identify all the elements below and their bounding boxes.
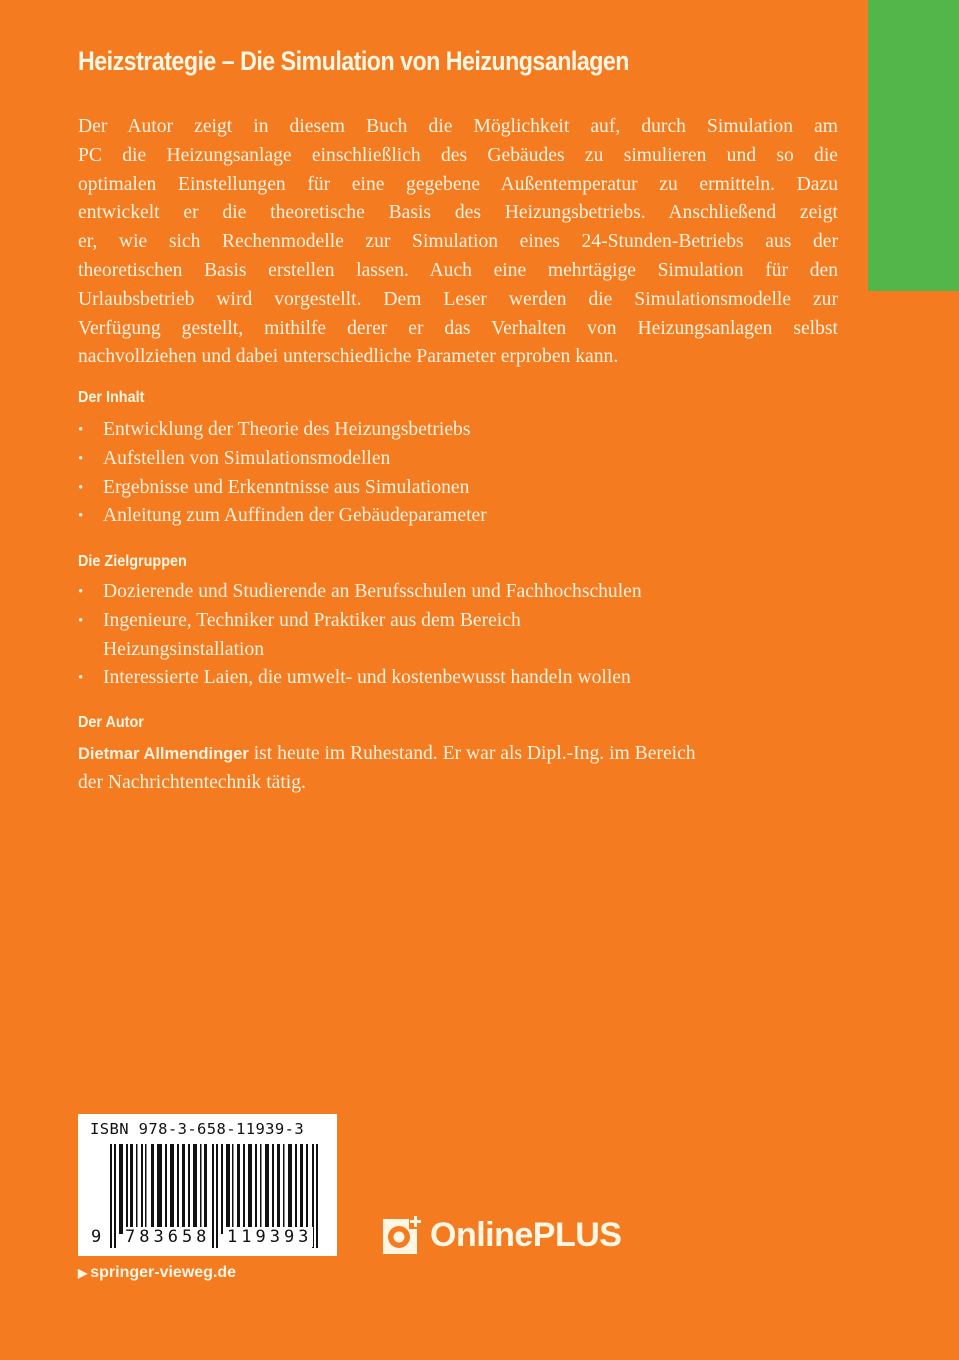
author-bio: Dietmar Allmendinger ist heute im Ruhestand. Er war als Dipl.-Ing. im Bereich der Nachrichtentechnik tätig. bbox=[78, 743, 696, 793]
description-line: optimalen Einstellungen für eine gegebene Außentemperatur zu ermitteln. Dazu bbox=[78, 173, 838, 195]
book-title: Heizstrategie – Die Simulation von Heizungsanlagen bbox=[78, 46, 629, 76]
list-item: • Anleitung zum Auffinden der Gebäudeparameter bbox=[78, 502, 487, 531]
list-item: • Interessierte Laien, die umwelt- und kostenbewusst handeln wollen bbox=[78, 664, 642, 693]
isbn-barcode-box bbox=[78, 1114, 337, 1256]
isbn-label: ISBN 978-3-658-11939-3 bbox=[90, 1120, 305, 1138]
description-line: Urlaubsbetrieb wird vorgestellt. Dem Leser werden die Simulationsmodelle zur bbox=[78, 288, 838, 310]
description-line: nachvollziehen und dabei unterschiedliche Parameter erproben kann. bbox=[78, 346, 619, 368]
description-line: Verfügung gestellt, mithilfe derer er das Verhalten von Heizungsanlagen selbst bbox=[78, 317, 838, 339]
bullet-icon: • bbox=[78, 508, 84, 525]
onlineplus-logo bbox=[382, 1213, 621, 1257]
description-line: PC die Heizungsanlage einschließlich des Gebäudes zu simulieren und so die bbox=[78, 144, 838, 166]
description-paragraph bbox=[78, 113, 838, 372]
green-color-tab bbox=[868, 0, 959, 291]
bullet-icon: • bbox=[78, 612, 84, 629]
onlineplus-icon bbox=[382, 1215, 422, 1255]
audience-list bbox=[78, 578, 642, 693]
list-item: • Dozierende und Studierende an Berufsschulen und Fachhochschulen bbox=[78, 578, 642, 607]
author-heading: Der Autor bbox=[78, 714, 144, 731]
audience-heading: Die Zielgruppen bbox=[78, 553, 187, 570]
description-line: er, wie sich Rechenmodelle zur Simulation eines 24-Stunden-Betriebs aus der bbox=[78, 231, 838, 253]
onlineplus-text: OnlinePLUS bbox=[430, 1215, 622, 1254]
contents-list bbox=[78, 416, 487, 531]
bullet-icon: • bbox=[78, 422, 84, 438]
publisher-link[interactable]: ▶ springer-vieweg.de bbox=[78, 1264, 237, 1281]
description-line: theoretischen Basis erstellen lassen. Auch eine mehrtägige Simulation für den bbox=[78, 259, 838, 281]
list-item: • Ingenieure, Techniker und Praktiker aus dem Bereich Heizungsinstallation bbox=[78, 607, 642, 665]
bullet-icon: • bbox=[78, 584, 84, 600]
bullet-icon: • bbox=[78, 450, 84, 467]
list-item: • Aufstellen von Simulationsmodellen bbox=[78, 445, 487, 474]
bullet-icon: • bbox=[78, 670, 84, 687]
description-line: Der Autor zeigt in diesem Buch die Möglichkeit auf, durch Simulation am bbox=[78, 116, 838, 137]
bullet-icon: • bbox=[78, 479, 84, 496]
author-name: Dietmar Allmendinger bbox=[78, 745, 249, 763]
contents-heading: Der Inhalt bbox=[78, 389, 145, 406]
description-line: entwickelt er die theoretische Basis des Heizungsbetriebs. Anschließend zeigt bbox=[78, 202, 838, 224]
play-arrow-icon: ▶ bbox=[78, 1266, 88, 1280]
list-item: • Ergebnisse und Erkenntnisse aus Simulationen bbox=[78, 474, 487, 503]
barcode-digits: 9 783658 119393 bbox=[91, 1227, 313, 1247]
list-item: • Entwicklung der Theorie des Heizungsbetriebs bbox=[78, 416, 487, 445]
